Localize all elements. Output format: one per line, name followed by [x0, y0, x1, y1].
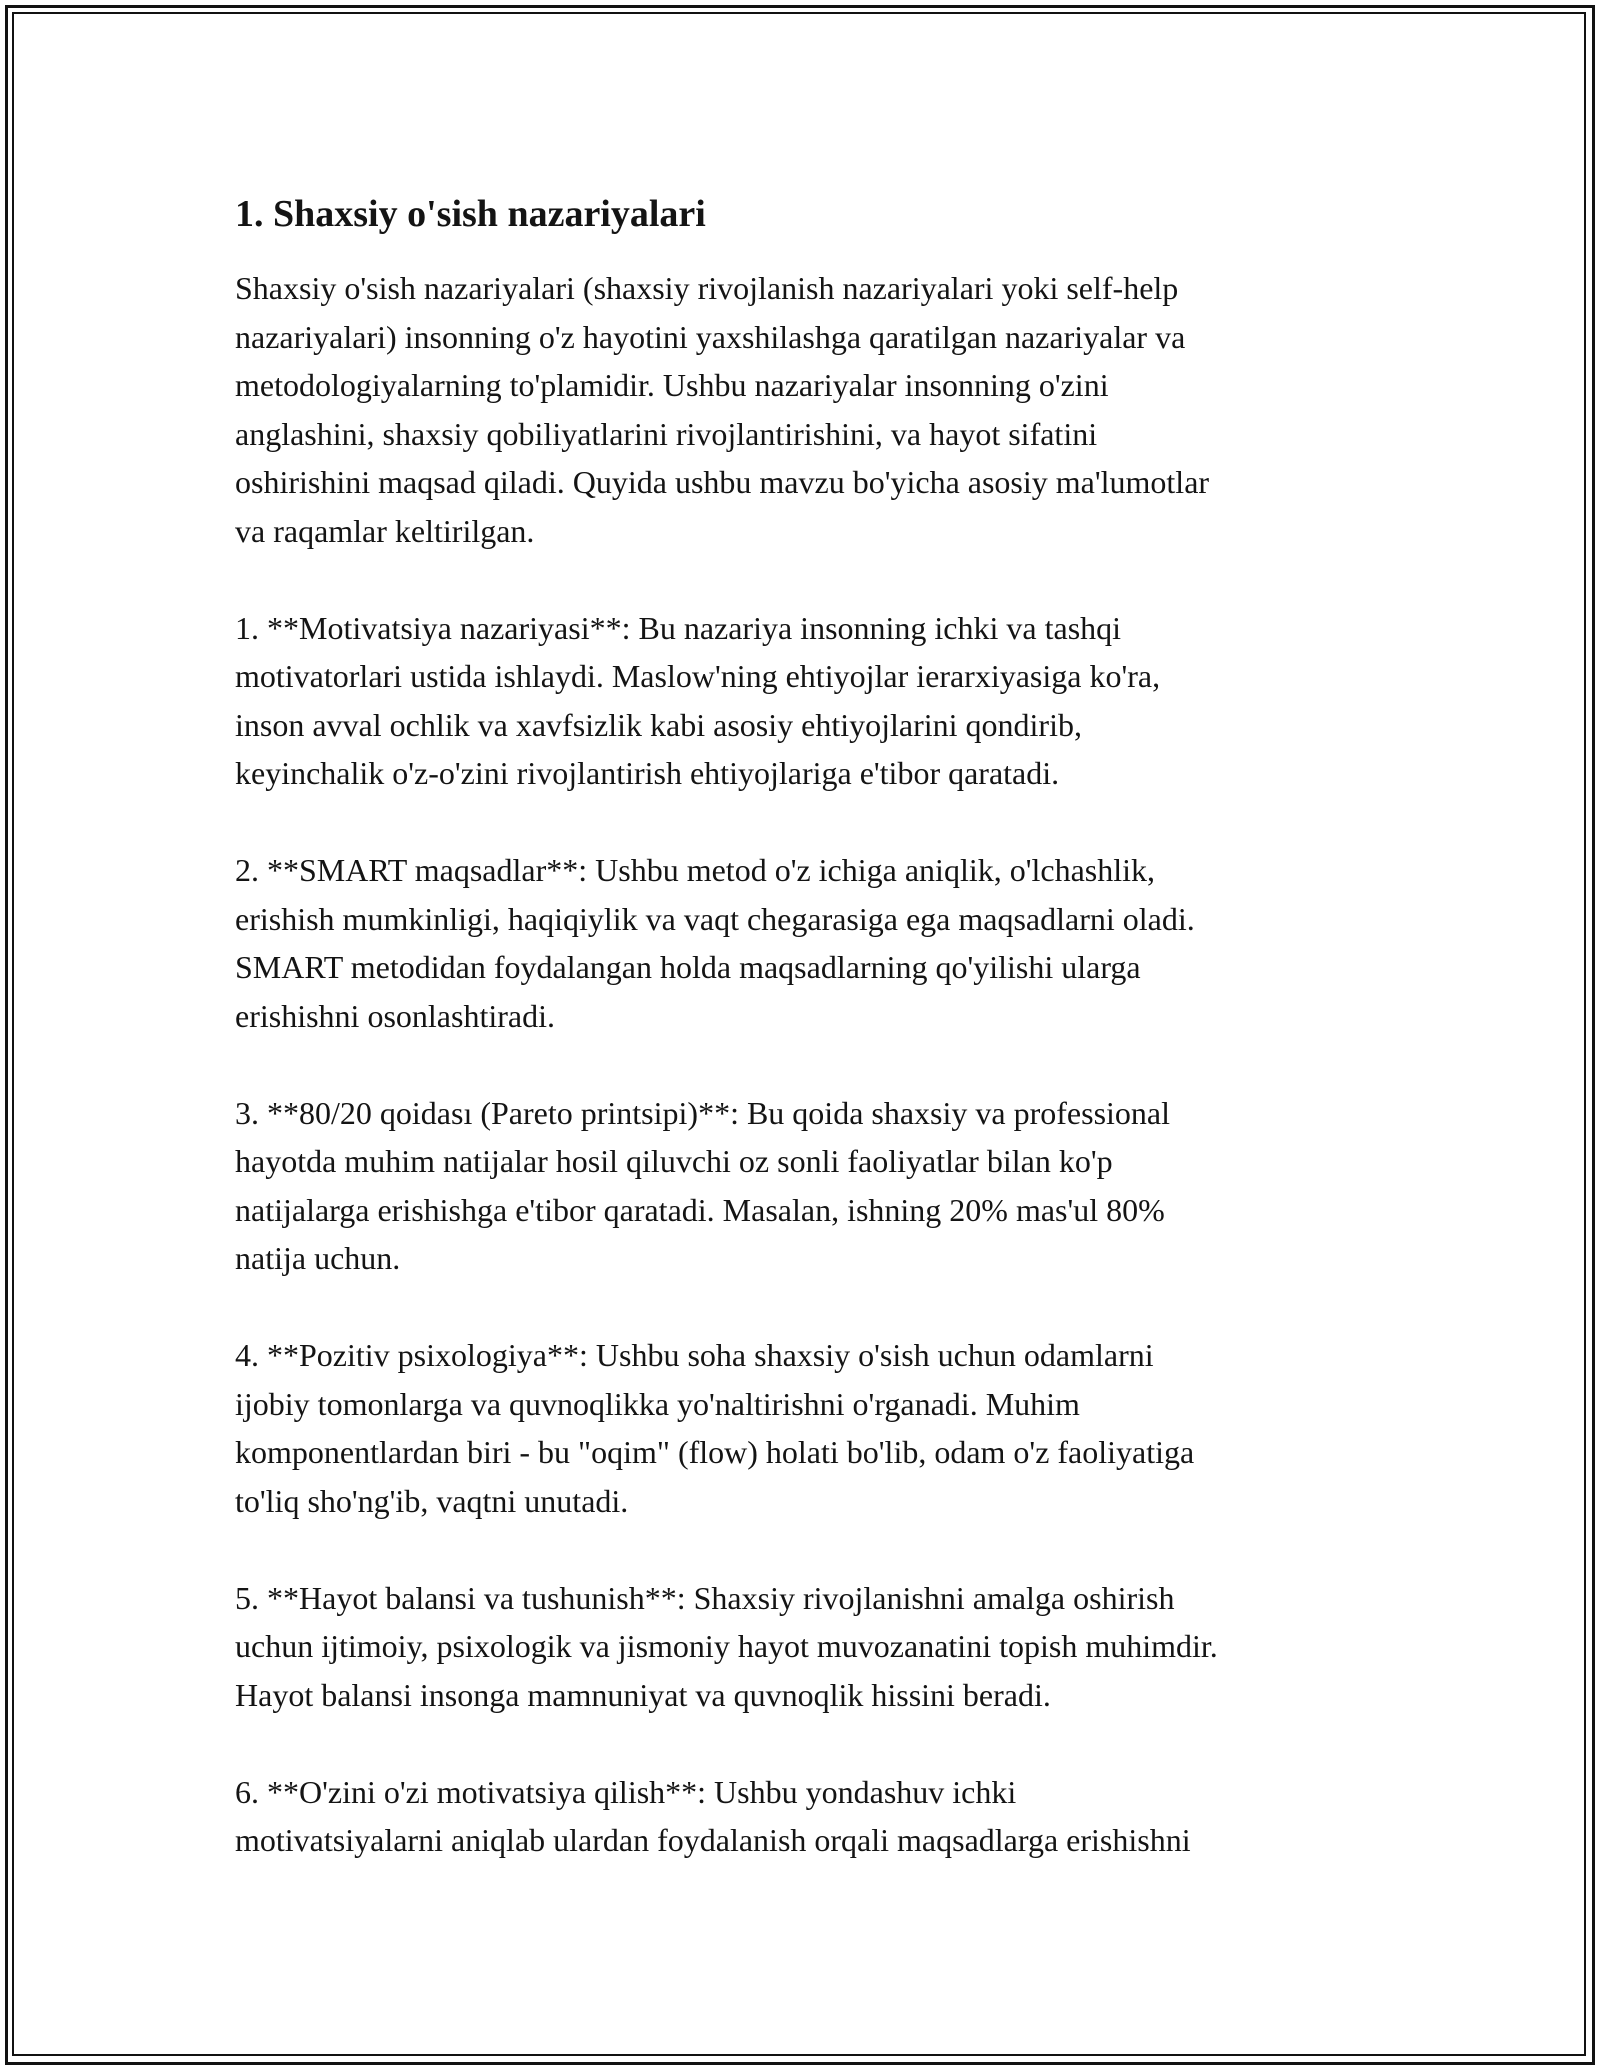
- list-item-positive-psychology: 4. **Pozitiv psixologiya**: Ushbu soha shaxsiy o'sish uchun odamlarni ijobiy tomonlarga va quvnoqlikka yo'naltirishni o'rganadi. Muhim komponentlardan biri - bu "oqim" (flow) holati bo'lib, odam o'z faoliyatiga to'liq sho'ng'ib, vaqtni unutadi.: [235, 1337, 1195, 1519]
- intro-paragraph: Shaxsiy o'sish nazariyalari (shaxsiy rivojlanish nazariyalari yoki self-help nazariyalari) insonning o'z hayotini yaxshilashga qaratilgan nazariyalar va metodologiyalarning to'plamidir. Ushbu nazariyalar insonning o'zini anglashini, shaxsiy qobiliyatlarini rivojlantirishini, va hayot sifatini oshirishini maqsad qiladi. Quyida ushbu mavzu bo'yicha asosiy ma'lumotlar va raqamlar keltirilgan.: [235, 270, 1210, 549]
- list-item-smart-goals: 2. **SMART maqsadlar**: Ushbu metod o'z ichiga aniqlik, o'lchashlik, erishish mumkinligi, haqiqiylik va vaqt chegarasiga ega maqsadlarni oladi. SMART metodidan foydalangan holda maqsadlarning qo'yilishi ularga erishishni osonlashtiradi.: [235, 852, 1195, 1034]
- document-body: [235, 186, 1395, 1865]
- document-title: 1. Shaxsiy o'sish nazariyalari: [235, 193, 706, 235]
- list-item-motivation-theory: 1. **Motivatsiya nazariyasi**: Bu nazariya insonning ichki va tashqi motivatorlari ustida ishlaydi. Maslow'ning ehtiyojlar ierarxiyasiga ko'ra, inson avval ochlik va xavfsizlik kabi asosiy ehtiyojlarini qondirib, keyinchalik o'z-o'zini rivojlantirish ehtiyojlariga e'tibor qaratadi.: [235, 609, 1161, 791]
- list-item-pareto-principle: 3. **80/20 qoidası (Pareto printsipi)**: Bu qoida shaxsiy va professional hayotda muhim natijalar hosil qiluvchi oz sonli faoliyatlar bilan ko'p natijalarga erishishga e'tibor qaratadi. Masalan, ishning 20% mas'ul 80% natija uchun.: [235, 1094, 1170, 1276]
- list-item-self-motivation: 6. **O'zini o'zi motivatsiya qilish**: Ushbu yondashuv ichki motivatsiyalarni aniqlab ulardan foydalanish orqali maqsadlarga erishishni: [235, 1773, 1191, 1858]
- list-item-life-balance: 5. **Hayot balansi va tushunish**: Shaxsiy rivojlanishni amalga oshirish uchun ijtimoiy, psixologik va jismoniy hayot muvozanatini topish muhimdir. Hayot balansi insonga mamnuniyat va quvnoqlik hissini beradi.: [235, 1579, 1218, 1713]
